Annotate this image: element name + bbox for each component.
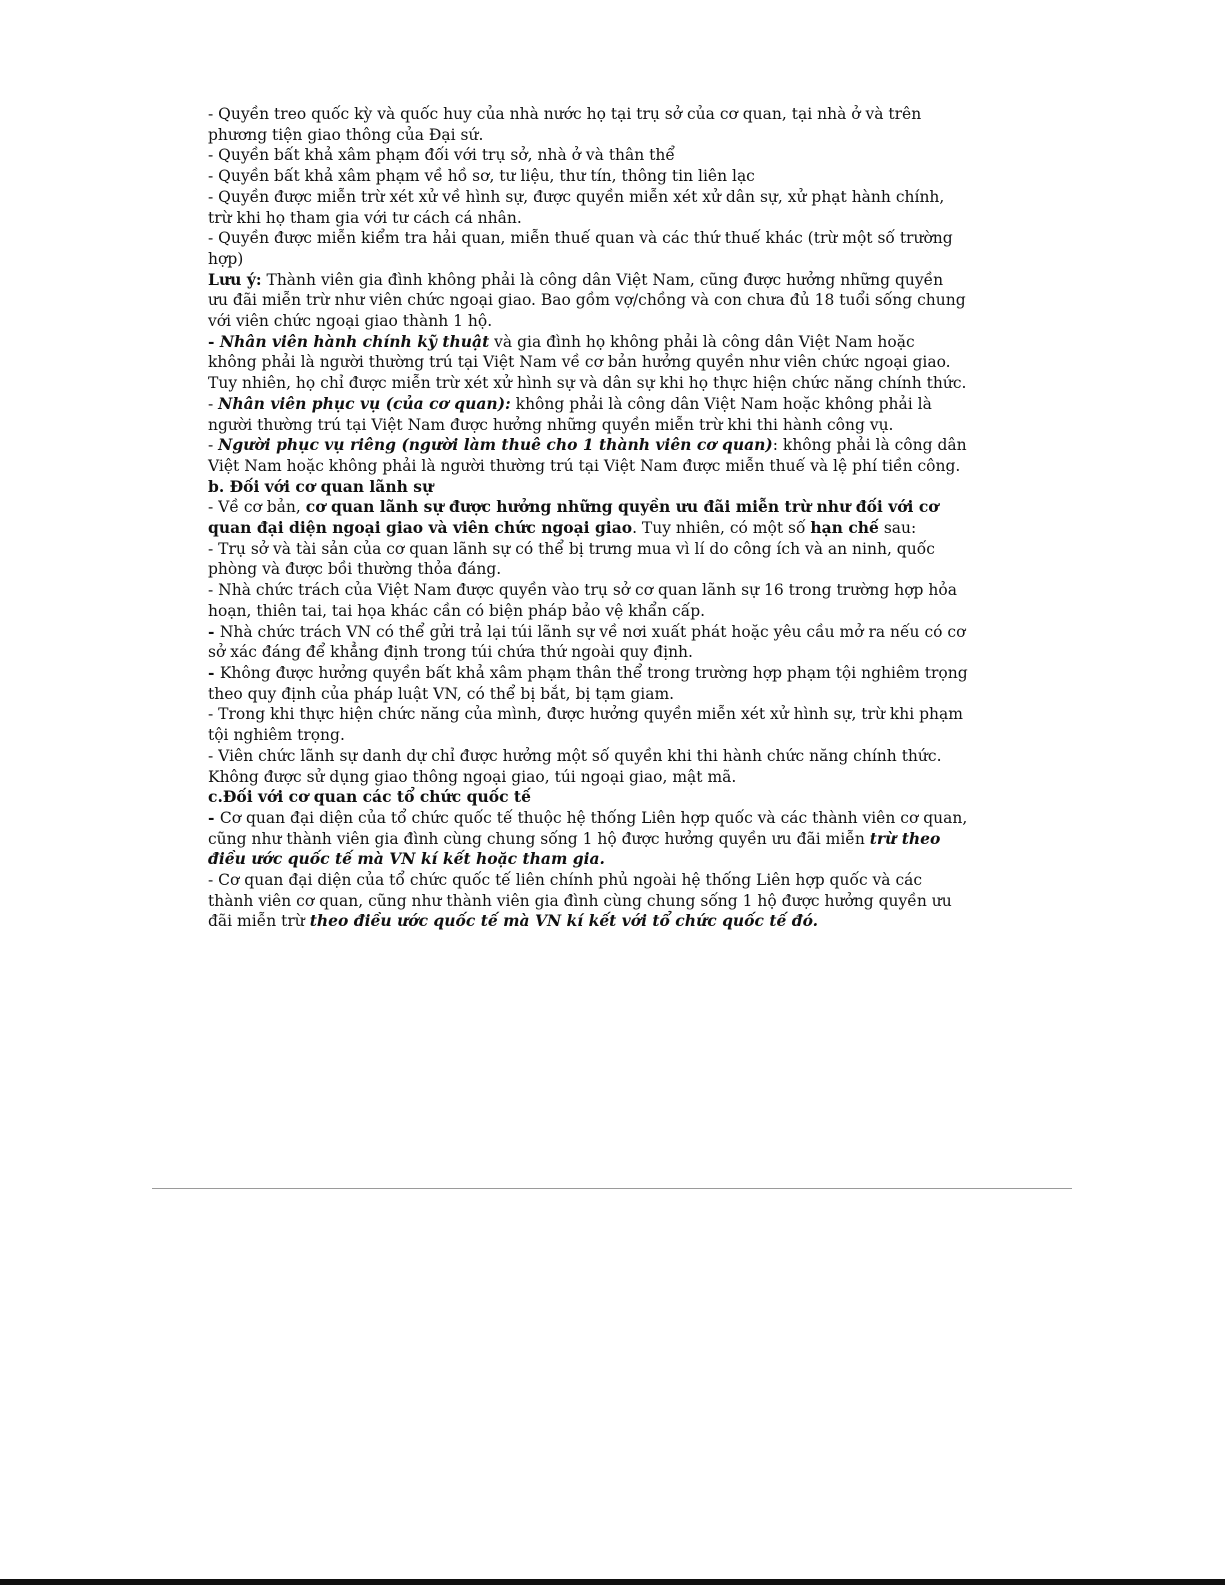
body-text: - Quyền được miễn kiểm tra hải quan, miễn thuế quan và các thứ thuế khác (trừ một số trường hợp) <box>208 229 953 268</box>
paragraph <box>208 145 968 166</box>
emphasis-text: Nhân viên phục vụ (của cơ quan): <box>218 393 511 413</box>
paragraph <box>208 104 968 145</box>
emphasis-text: - <box>208 807 220 827</box>
paragraph <box>208 332 968 394</box>
bottom-border <box>0 1579 1225 1585</box>
paragraph <box>208 166 968 187</box>
paragraph <box>208 270 968 332</box>
paragraph <box>208 477 968 498</box>
emphasis-text: Người phục vụ riêng (người làm thuê cho 1 thành viên cơ quan) <box>218 435 773 455</box>
emphasis-text: - <box>208 621 220 641</box>
body-text: và gia đình họ không phải là công dân Việt Nam hoặc không phải là người thường trú tại Việt Nam về cơ bản hưởng quyền như viên chức ngoại giao. Tuy nhiên, họ chỉ được miễn trừ xét xử hình sự và dân sự khi họ thực hiện chức năng chính thức. <box>208 332 967 393</box>
paragraph <box>208 435 968 476</box>
body-text: . Tuy nhiên, có một số <box>632 519 811 538</box>
body-text: - Cơ quan đại diện của tổ chức quốc tế liên chính phủ ngoài hệ thống Liên hợp quốc và các thành viên cơ quan, cũng như thành viên gia đình cùng chung sống 1 hộ được hưởng quyền ưu đãi miễn trừ <box>208 871 952 931</box>
emphasis-text: theo điều ước quốc tế mà VN kí kết với tổ chức quốc tế đó. <box>309 911 819 931</box>
paragraph <box>208 394 968 435</box>
body-text: - Nhà chức trách của Việt Nam được quyền vào trụ sở cơ quan lãnh sự 16 trong trường hợp hỏa hoạn, thiên tai, tai họa khác cần có biện pháp bảo vệ khẩn cấp. <box>208 581 957 620</box>
paragraph <box>208 228 968 269</box>
emphasis-text: c.Đối với cơ quan các tổ chức quốc tế <box>208 787 531 807</box>
body-text: Nhà chức trách VN có thể gửi trả lại túi lãnh sự về nơi xuất phát hoặc yêu cầu mở ra nếu có cơ sở xác đáng để khẳng định trong túi chứa thứ ngoài quy định. <box>208 622 966 662</box>
emphasis-text: - <box>208 331 220 351</box>
body-text: - <box>208 394 219 413</box>
body-text: Không được hưởng quyền bất khả xâm phạm thân thể trong trường hợp phạm tội nghiêm trọng theo quy định của pháp luật VN, có thể bị bắt, bị tạm giam. <box>208 663 968 703</box>
emphasis-text: b. Đối với cơ quan lãnh sự <box>208 476 434 496</box>
body-text: - Trụ sở và tài sản của cơ quan lãnh sự có thể bị trưng mua vì lí do công ích và an ninh, quốc phòng và được bồi thường thỏa đáng. <box>208 539 935 579</box>
body-text: Thành viên gia đình không phải là công dân Việt Nam, cũng được hưởng những quyền ưu đãi miễn trừ như viên chức ngoại giao. Bao gồm vợ/chồng và con chưa đủ 18 tuổi sống chung với viên chức ngoại giao thành 1 hộ. <box>208 270 966 331</box>
paragraph <box>208 746 968 787</box>
emphasis-text: - <box>208 662 220 682</box>
body-text: - Quyền treo quốc kỳ và quốc huy của nhà nước họ tại trụ sở của cơ quan, tại nhà ở và trên phương tiện giao thông của Đại sứ. <box>208 105 922 144</box>
paragraph <box>208 704 968 745</box>
paragraph <box>208 187 968 228</box>
page-divider <box>152 1188 1072 1189</box>
document-body <box>208 104 968 932</box>
body-text: Cơ quan đại diện của tổ chức quốc tế thuộc hệ thống Liên hợp quốc và các thành viên cơ quan, cũng như thành viên gia đình cùng chung sống 1 hộ được hưởng quyền ưu đãi miễn <box>208 808 968 848</box>
body-text: không phải là công dân Việt Nam hoặc không phải là người thường trú tại Việt Nam được hưởng những quyền miễn trừ khi thi hành công vụ. <box>208 394 932 434</box>
body-text: - Quyền bất khả xâm phạm về hồ sơ, tư liệu, thư tín, thông tin liên lạc <box>208 167 755 186</box>
body-text: - Trong khi thực hiện chức năng của mình, được hưởng quyền miễn xét xử hình sự, trừ khi phạm tội nghiêm trọng. <box>208 705 963 745</box>
body-text: - Quyền được miễn trừ xét xử về hình sự, được quyền miễn xét xử dân sự, xử phạt hành chính, trừ khi họ tham gia với tư cách cá nhân. <box>208 187 945 227</box>
emphasis-text: Nhân viên hành chính kỹ thuật <box>219 331 490 351</box>
paragraph <box>208 539 968 580</box>
body-text: sau: <box>878 519 917 538</box>
emphasis-text: cơ quan lãnh sự được hưởng những quyền ưu đãi miễn trừ như đối với cơ quan đại diện ngoại giao và viên chức ngoại giao <box>208 497 939 538</box>
paragraph <box>208 622 968 663</box>
body-text: - Quyền bất khả xâm phạm đối với trụ sở, nhà ở và thân thể <box>208 146 675 165</box>
emphasis-text: trừ theo điều ước quốc tế mà VN kí kết hoặc tham gia. <box>208 828 941 869</box>
body-text: - <box>208 436 219 455</box>
paragraph <box>208 870 968 932</box>
body-text: - Về cơ bản, <box>208 498 306 517</box>
paragraph <box>208 497 968 538</box>
emphasis-text: hạn chế <box>810 518 879 538</box>
body-text: - Viên chức lãnh sự danh dự chỉ được hưởng một số quyền khi thi hành chức năng chính thức. Không được sử dụng giao thông ngoại giao, túi ngoại giao, mật mã. <box>208 746 942 786</box>
paragraph <box>208 580 968 621</box>
paragraph <box>208 663 968 704</box>
paragraph <box>208 808 968 870</box>
emphasis-text: Lưu ý: <box>208 269 262 289</box>
body-text: : không phải là công dân Việt Nam hoặc không phải là người thường trú tại Việt Nam được miễn thuế và lệ phí tiền công. <box>208 436 967 475</box>
paragraph <box>208 787 968 808</box>
